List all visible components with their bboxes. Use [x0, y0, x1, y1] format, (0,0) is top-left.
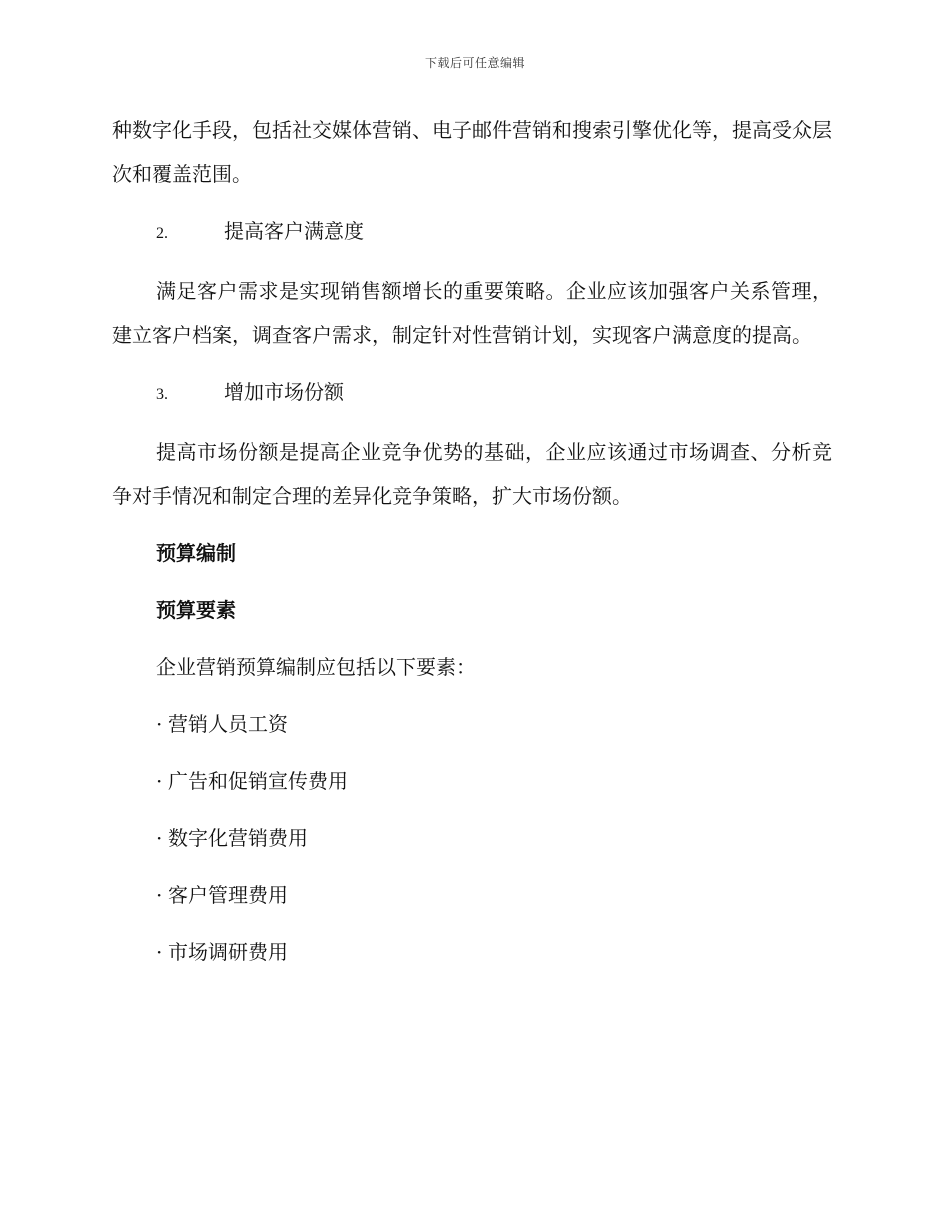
bullet-text: 营销人员工资	[168, 712, 288, 736]
item-number: 2.	[156, 225, 168, 242]
bullet-item	[112, 702, 832, 746]
section-heading-budget: 预算编制	[156, 541, 236, 565]
bullet-text: 客户管理费用	[168, 883, 288, 907]
bullet-dot: ·	[156, 769, 163, 793]
intro-text: 企业营销预算编制应包括以下要素：	[156, 655, 476, 679]
page-header: 下载后可任意编辑	[424, 56, 525, 70]
spacer	[112, 417, 832, 430]
spacer	[112, 357, 832, 370]
bullet-dot: ·	[156, 940, 163, 964]
spacer	[112, 689, 832, 702]
spacer	[112, 803, 832, 816]
paragraph-market-share: 提高市场份额是提高企业竞争优势的基础，企业应该通过市场调查、分析竞争对手情况和制定合理的差异化竞争策略，扩大市场份额。	[112, 440, 832, 508]
bullet-list	[112, 702, 832, 974]
paragraph-digital-marketing: 种数字化手段，包括社交媒体营销、电子邮件营销和搜索引擎优化等，提高受众层次和覆盖范围。	[112, 118, 832, 186]
bullet-item	[112, 873, 832, 917]
spacer	[112, 518, 832, 531]
spacer	[112, 860, 832, 873]
spacer	[112, 196, 832, 209]
bullet-item	[112, 759, 832, 803]
spacer	[112, 746, 832, 759]
section-heading-budget-elements: 预算要素	[156, 598, 236, 622]
spacer	[112, 632, 832, 645]
document-body	[112, 108, 832, 974]
numbered-item-3	[112, 370, 832, 417]
paragraph-customer-satisfaction: 满足客户需求是实现销售额增长的重要策略。企业应该加强客户关系管理，建立客户档案，调查客户需求，制定针对性营销计划，实现客户满意度的提高。	[112, 279, 832, 347]
bullet-text: 数字化营销费用	[168, 826, 308, 850]
spacer	[112, 575, 832, 588]
bullet-dot: ·	[156, 712, 163, 736]
item-title: 增加市场份额	[224, 380, 344, 404]
spacer	[112, 917, 832, 930]
bullet-dot: ·	[156, 826, 163, 850]
item-number: 3.	[156, 386, 168, 403]
item-title: 提高客户满意度	[224, 219, 364, 243]
bullet-item	[112, 930, 832, 974]
numbered-item-2	[112, 209, 832, 256]
spacer	[112, 256, 832, 269]
bullet-text: 广告和促销宣传费用	[168, 769, 348, 793]
bullet-item	[112, 816, 832, 860]
bullet-dot: ·	[156, 883, 163, 907]
bullet-text: 市场调研费用	[168, 940, 288, 964]
